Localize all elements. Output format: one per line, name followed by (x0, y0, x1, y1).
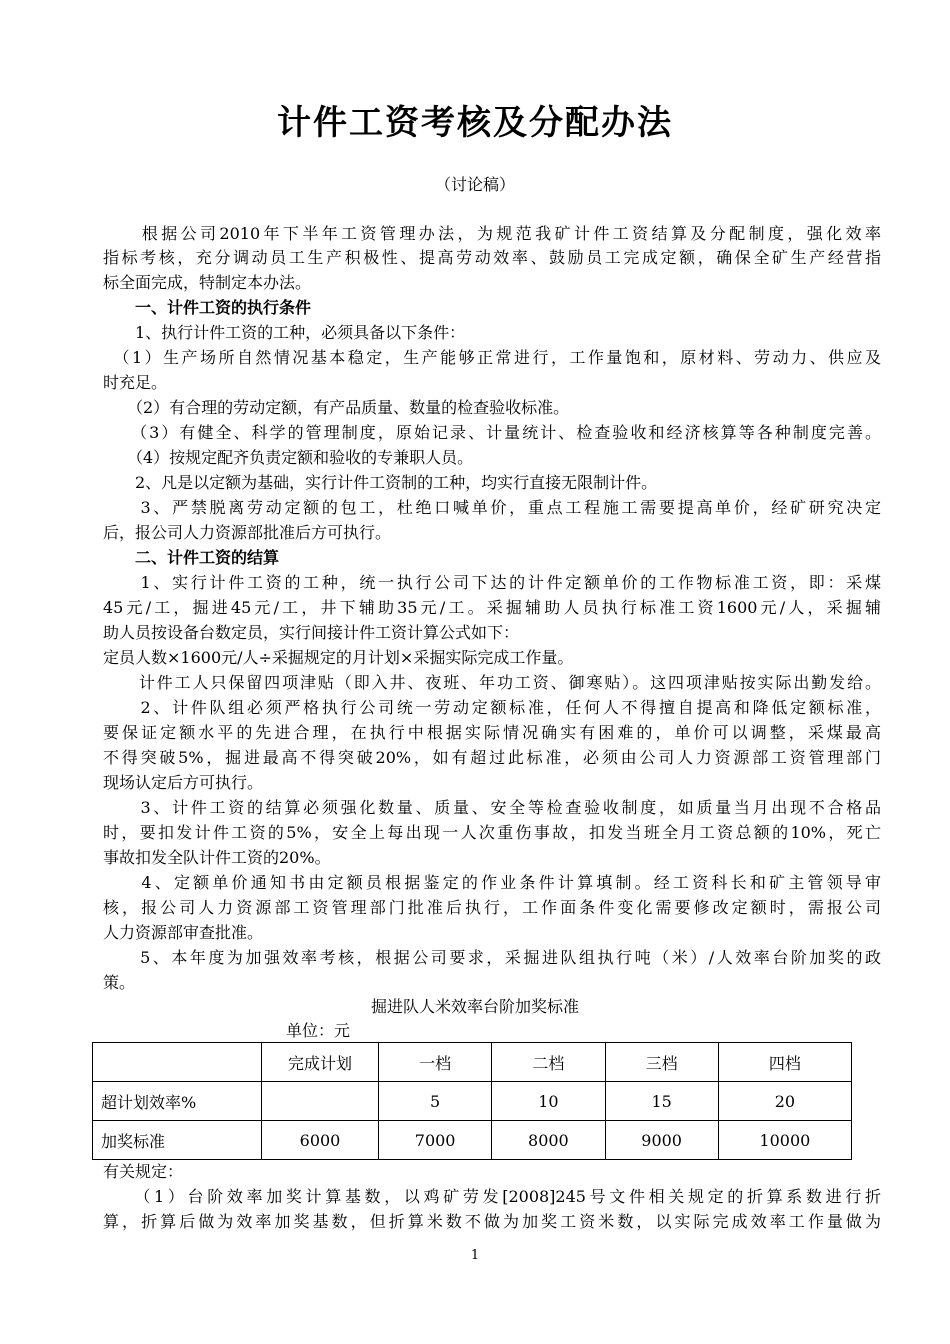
body-line: 3、计件工资的结算必须强化数量、质量、安全等检查验收制度，如质量当月出现不合格品 (103, 798, 881, 817)
body-line: （4）按规定配齐负责定额和验收的专兼职人员。 (103, 448, 474, 467)
body-line: （1）生产场所自然情况基本稳定，生产能够正常进行，工作量饱和，原材料、劳动力、供应及 (103, 348, 881, 367)
body-line: 计件工人只保留四项津贴（即入井、夜班、年功工资、御寒贴）。这四项津贴按实际出勤发给。 (103, 673, 881, 692)
document-subtitle: （讨论稿） (434, 175, 515, 194)
body-line: 根据公司2010年下半年工资管理办法，为规范我矿计件工资结算及分配制度，强化效率 (103, 224, 881, 243)
body-line: 算，折算后做为效率加奖基数，但折算米数不做为加奖工资米数，以实际完成效率工作量做为 (103, 1212, 881, 1231)
award-table (92, 1042, 852, 1160)
body-line: 指标考核，充分调动员工生产积极性、提高劳动效率、鼓励员工完成定额，确保全矿生产经营指 (103, 248, 881, 267)
table-title: 掘进队人米效率台阶加奖标准 (370, 997, 579, 1016)
body-line: 要保证定额水平的先进合理，在执行中根据实际情况确实有困难的，单价可以调整，采煤最高 (103, 723, 881, 742)
body-line: 助人员按设备台数定员，实行间接计件工资计算公式如下： (103, 623, 520, 642)
body-line: 1、执行计件工资的工种，必须具备以下条件： (103, 323, 466, 342)
table-cell: 8000 (492, 1121, 605, 1160)
table-row (93, 1082, 852, 1121)
body-line: 1、实行计件工资的工种，统一执行公司下达的计件定额单价的工作物标准工资，即：采煤 (103, 573, 881, 592)
table-cell: 三档 (605, 1043, 718, 1082)
body-line: 定员人数×1600元/人÷采掘规定的月计划×采掘实际完成工作量。 (103, 648, 574, 667)
body-line: 4、定额单价通知书由定额员根据鉴定的作业条件计算填制。经工资科长和矿主管领导审 (103, 873, 881, 892)
body-line: 后，报公司人力资源部批准后方可执行。 (103, 523, 392, 542)
body-line: 2、凡是以定额为基础，实行计件工资制的工种，均实行直接无限制计件。 (103, 473, 658, 492)
body-line: 核，报公司人力资源部工资管理部门批准后执行，工作面条件变化需要修改定额时，需报公司 (103, 898, 881, 917)
table-header-row (93, 1043, 852, 1082)
table-cell: 6000 (262, 1121, 379, 1160)
body-line: 策。 (103, 973, 136, 992)
section-heading: 一、计件工资的执行条件 (103, 298, 312, 317)
body-line: 5、本年度为加强效率考核，根据公司要求，采掘进队组执行吨（米）/人效率台阶加奖的政 (103, 948, 881, 967)
body-line: 2、计件队组必须严格执行公司统一劳动定额标准，任何人不得擅自提高和降低定额标准， (103, 698, 881, 717)
table-cell: 加奖标准 (93, 1121, 262, 1160)
table-row (93, 1121, 852, 1160)
section-heading: 二、计件工资的结算 (103, 548, 280, 567)
table-cell: 7000 (379, 1121, 492, 1160)
body-line: （1）台阶效率加奖计算基数，以鸡矿劳发[2008]245号文件相关规定的折算系数进行折 (103, 1187, 881, 1206)
table-cell: 10000 (718, 1121, 851, 1160)
table-unit: 单位：元 (286, 1021, 351, 1040)
table-cell: 超计划效率% (93, 1082, 262, 1121)
page-number: 1 (470, 1248, 480, 1263)
table-cell: 5 (379, 1082, 492, 1121)
body-line: 人力资源部审查批准。 (103, 923, 264, 942)
table-cell: 15 (605, 1082, 718, 1121)
body-line: 不得突破5%，掘进最高不得突破20%，如有超过此标准，必须由公司人力资源部工资管理部门 (103, 748, 881, 767)
table-cell (93, 1043, 262, 1082)
body-line: 标全面完成，特制定本办法。 (103, 273, 312, 292)
body-line: 时，要扣发计件工资的5%，安全上每出现一人次重伤事故，扣发当班全月工资总额的10%，死亡 (103, 823, 881, 842)
body-line: 45元/工，掘进45元/工，井下辅助35元/工。采掘辅助人员执行标准工资1600元/人，采掘辅 (103, 598, 881, 617)
body-line: 时充足。 (103, 373, 168, 392)
body-line: 现场认定后方可执行。 (103, 773, 264, 792)
body-line: 有关规定： (103, 1162, 184, 1181)
table-cell: 二档 (492, 1043, 605, 1082)
table-cell: 20 (718, 1082, 851, 1121)
table-cell: 一档 (379, 1043, 492, 1082)
body-line: （2）有合理的劳动定额，有产品质量、数量的检查验收标准。 (103, 398, 570, 417)
table-cell: 9000 (605, 1121, 718, 1160)
body-line: 3、严禁脱离劳动定额的包工，杜绝口喊单价，重点工程施工需要提高单价，经矿研究决定 (103, 498, 881, 517)
body-line: （3）有健全、科学的管理制度，原始记录、计量统计、检查验收和经济核算等各种制度完善。 (103, 423, 881, 442)
document-title: 计件工资考核及分配办法 (277, 103, 673, 143)
table-cell (262, 1082, 379, 1121)
table-cell: 完成计划 (262, 1043, 379, 1082)
table-cell: 四档 (718, 1043, 851, 1082)
table-cell: 10 (492, 1082, 605, 1121)
body-line: 事故扣发全队计件工资的20%。 (103, 848, 331, 867)
